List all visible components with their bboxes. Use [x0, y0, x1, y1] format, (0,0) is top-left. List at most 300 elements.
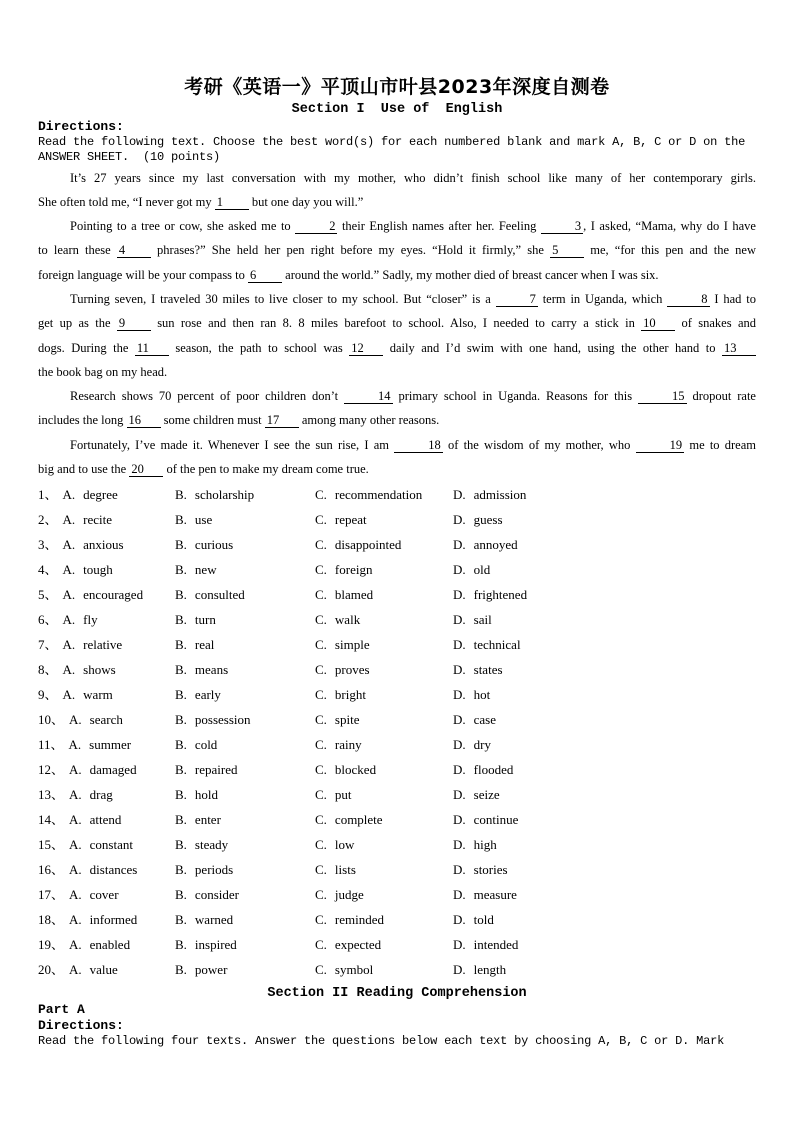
option-word: summer: [89, 737, 132, 753]
option-letter: D.: [453, 537, 466, 553]
option-word: enabled: [89, 937, 131, 953]
option-d: [453, 782, 756, 807]
option-b: [175, 932, 315, 957]
option-word: bright: [334, 687, 366, 703]
option-letter: A.: [68, 737, 82, 753]
question-number: 8、: [38, 662, 58, 678]
option-letter: A.: [62, 537, 76, 553]
option-word: spite: [334, 712, 360, 728]
exam-title: 考研《英语一》平顶山市叶县2023年深度自测卷: [184, 76, 610, 98]
option-letter: B.: [175, 887, 187, 903]
option-word: length: [473, 962, 507, 978]
option-letter: D.: [453, 487, 466, 503]
cloze-blank-3: 3: [541, 219, 583, 234]
option-word: flooded: [473, 762, 514, 778]
option-word: complete: [334, 812, 383, 828]
option-letter: B.: [175, 612, 187, 628]
option-word: tough: [83, 562, 113, 578]
option-b: [175, 557, 315, 582]
option-word: enter: [194, 812, 221, 828]
option-word: turn: [194, 612, 216, 628]
option-letter: A.: [62, 687, 76, 703]
option-a: [38, 857, 175, 882]
cloze-blank-1: 1: [215, 195, 249, 210]
question-row-18: [38, 907, 756, 932]
option-letter: A.: [62, 587, 76, 603]
option-word: blamed: [334, 587, 374, 603]
option-word: fly: [83, 612, 98, 628]
option-c: [315, 757, 453, 782]
option-a: [38, 932, 175, 957]
option-d: [453, 532, 756, 557]
option-word: relative: [83, 637, 123, 653]
option-d: [453, 882, 756, 907]
option-word: drag: [89, 787, 113, 803]
option-word: new: [194, 562, 217, 578]
option-d: [453, 807, 756, 832]
option-c: [315, 557, 453, 582]
option-letter: C.: [315, 762, 327, 778]
question-number: 20、: [38, 962, 65, 978]
directions1-text: [38, 135, 756, 166]
option-letter: B.: [175, 862, 187, 878]
question-row-10: [38, 707, 756, 732]
cloze-blank-4: 4: [117, 243, 151, 258]
option-letter: B.: [175, 562, 187, 578]
option-word: disappointed: [334, 537, 402, 553]
option-d: [453, 707, 756, 732]
option-word: expected: [334, 937, 382, 953]
option-letter: D.: [453, 712, 466, 728]
option-letter: C.: [315, 587, 327, 603]
option-word: judge: [334, 887, 364, 903]
question-row-16: [38, 857, 756, 882]
text-line: It’s 27 years since my last conversation with my mother, who didn’t finish school like many of her contemporary girls.: [70, 170, 756, 185]
option-word: simple: [334, 637, 370, 653]
question-number: 10、: [38, 712, 65, 728]
option-word: recommendation: [334, 487, 423, 503]
option-word: consulted: [194, 587, 245, 603]
option-word: consider: [194, 887, 239, 903]
option-word: symbol: [334, 962, 374, 978]
option-word: anxious: [83, 537, 124, 553]
option-word: told: [473, 912, 494, 928]
option-letter: C.: [315, 912, 327, 928]
option-word: repeat: [334, 512, 367, 528]
option-a: [38, 507, 175, 532]
option-word: hold: [194, 787, 219, 803]
option-letter: C.: [315, 837, 327, 853]
option-a: [38, 532, 175, 557]
option-word: early: [194, 687, 221, 703]
option-letter: B.: [175, 787, 187, 803]
option-word: warned: [194, 912, 234, 928]
option-word: annoyed: [473, 537, 518, 553]
option-a: [38, 582, 175, 607]
option-word: periods: [194, 862, 234, 878]
option-a: [38, 632, 175, 657]
option-a: [38, 807, 175, 832]
question-number: 6、: [38, 612, 58, 628]
option-letter: A.: [69, 912, 82, 928]
option-a: [38, 682, 175, 707]
option-word: seize: [473, 787, 500, 803]
option-a: [38, 782, 175, 807]
option-b: [175, 482, 315, 507]
option-b: [175, 582, 315, 607]
option-a: [38, 557, 175, 582]
option-word: technical: [473, 637, 521, 653]
option-letter: C.: [315, 737, 327, 753]
option-letter: C.: [315, 862, 327, 878]
option-b: [175, 782, 315, 807]
text-line: to learn these 4 phrases?” She held her pen right before my eyes. “Hold it firmly,” she 5 me, “for this pen and the new: [38, 243, 756, 258]
option-word: recite: [83, 512, 113, 528]
option-letter: A.: [62, 487, 76, 503]
option-c: [315, 632, 453, 657]
option-letter: C.: [315, 712, 327, 728]
option-b: [175, 732, 315, 757]
option-word: damaged: [89, 762, 137, 778]
option-a: [38, 482, 175, 507]
option-word: constant: [89, 837, 133, 853]
option-c: [315, 682, 453, 707]
text-line: get up as the 9 sun rose and then ran 8. 8 miles barefoot to school. Also, I needed to carry a stick in 10 of snakes and: [38, 316, 756, 331]
option-letter: C.: [315, 637, 327, 653]
option-c: [315, 607, 453, 632]
option-letter: A.: [69, 837, 82, 853]
option-letter: D.: [453, 587, 466, 603]
option-a: [38, 707, 175, 732]
option-word: put: [334, 787, 352, 803]
option-word: distances: [89, 862, 138, 878]
part-a-label: Part A: [38, 1002, 85, 1018]
option-a: [38, 882, 175, 907]
option-word: guess: [473, 512, 503, 528]
option-b: [175, 532, 315, 557]
option-d: [453, 682, 756, 707]
cloze-paragraph-1: [38, 166, 756, 215]
option-c: [315, 657, 453, 682]
cloze-paragraph-4: [38, 384, 756, 433]
question-row-5: [38, 582, 756, 607]
question-number: 13、: [38, 787, 65, 803]
option-a: [38, 832, 175, 857]
cloze-paragraph-2: [38, 214, 756, 287]
option-letter: D.: [453, 912, 466, 928]
option-word: walk: [334, 612, 361, 628]
option-c: [315, 932, 453, 957]
option-word: possession: [194, 712, 251, 728]
option-letter: D.: [453, 812, 466, 828]
option-word: sail: [473, 612, 492, 628]
option-letter: A.: [62, 512, 76, 528]
option-word: old: [473, 562, 491, 578]
text-line: dogs. During the 11 season, the path to school was 12 daily and I’d swim with one hand, using the other hand to 13: [38, 336, 756, 360]
option-d: [453, 732, 756, 757]
cloze-blank-14: 14: [344, 389, 393, 404]
cloze-blank-17: 17: [265, 413, 299, 428]
question-row-6: [38, 607, 756, 632]
option-c: [315, 832, 453, 857]
question-row-1: [38, 482, 756, 507]
question-number: 18、: [38, 912, 65, 928]
option-d: [453, 932, 756, 957]
option-b: [175, 882, 315, 907]
option-d: [453, 507, 756, 532]
option-c: [315, 882, 453, 907]
option-d: [453, 832, 756, 857]
question-number: 2、: [38, 512, 58, 528]
option-word: dry: [473, 737, 491, 753]
option-letter: B.: [175, 962, 187, 978]
question-number: 15、: [38, 837, 65, 853]
cloze-blank-9: 9: [117, 316, 151, 331]
option-word: lists: [334, 862, 356, 878]
option-letter: C.: [315, 887, 327, 903]
option-word: attend: [89, 812, 122, 828]
option-letter: D.: [453, 687, 466, 703]
option-d: [453, 632, 756, 657]
cloze-blank-11: 11: [135, 341, 169, 356]
option-word: real: [194, 637, 215, 653]
text-line: includes the long 16 some children must 17 among many other reasons.: [38, 413, 440, 428]
text-line: Research shows 70 percent of poor children don’t 14 primary school in Uganda. Reasons for this 15 dropout rate: [70, 389, 756, 404]
option-word: measure: [473, 887, 517, 903]
option-a: [38, 732, 175, 757]
option-word: blocked: [334, 762, 377, 778]
option-c: [315, 582, 453, 607]
directions1-line-1: Read the following text. Choose the best word(s) for each numbered blank and mark A, B, C or D on the: [38, 134, 746, 149]
option-word: means: [194, 662, 229, 678]
option-word: steady: [194, 837, 229, 853]
option-d: [453, 607, 756, 632]
option-letter: C.: [315, 687, 327, 703]
option-letter: B.: [175, 812, 187, 828]
option-letter: B.: [175, 687, 187, 703]
option-word: shows: [83, 662, 116, 678]
option-c: [315, 507, 453, 532]
option-letter: D.: [453, 887, 466, 903]
cloze-paragraph-5: [38, 433, 756, 482]
option-word: degree: [83, 487, 118, 503]
option-letter: C.: [315, 937, 327, 953]
option-letter: B.: [175, 737, 187, 753]
cloze-blank-16: 16: [127, 413, 161, 428]
option-letter: C.: [315, 612, 327, 628]
option-letter: B.: [175, 587, 187, 603]
question-row-17: [38, 882, 756, 907]
cloze-questions: [38, 482, 756, 982]
option-d: [453, 557, 756, 582]
option-d: [453, 857, 756, 882]
option-letter: A.: [69, 962, 82, 978]
option-letter: D.: [453, 662, 466, 678]
question-number: 12、: [38, 762, 65, 778]
option-c: [315, 732, 453, 757]
option-word: intended: [473, 937, 519, 953]
cloze-blank-19: 19: [636, 438, 685, 453]
cloze-passage: [38, 166, 756, 482]
option-c: [315, 957, 453, 982]
option-letter: C.: [315, 812, 327, 828]
cloze-blank-7: 7: [496, 292, 538, 307]
option-letter: D.: [453, 512, 466, 528]
option-word: curious: [194, 537, 234, 553]
option-word: continue: [473, 812, 519, 828]
option-letter: D.: [453, 612, 466, 628]
option-d: [453, 957, 756, 982]
question-row-19: [38, 932, 756, 957]
cloze-blank-13: 13: [722, 341, 756, 356]
option-letter: D.: [453, 937, 466, 953]
question-number: 16、: [38, 862, 65, 878]
option-word: frightened: [473, 587, 528, 603]
question-row-15: [38, 832, 756, 857]
option-word: low: [334, 837, 355, 853]
text-line: Turning seven, I traveled 30 miles to live closer to my school. But “closer” is a 7 term in Uganda, which 8 I had to: [70, 291, 756, 306]
option-letter: B.: [175, 837, 187, 853]
option-letter: D.: [453, 637, 466, 653]
question-number: 14、: [38, 812, 65, 828]
option-word: proves: [334, 662, 370, 678]
question-row-14: [38, 807, 756, 832]
section2-heading: Section II Reading Comprehension: [267, 986, 527, 1002]
question-number: 11、: [38, 737, 64, 753]
option-c: [315, 857, 453, 882]
option-word: hot: [473, 687, 491, 703]
text-line: big and to use the 20 of the pen to make my dream come true.: [38, 462, 369, 477]
option-c: [315, 707, 453, 732]
question-number: 17、: [38, 887, 65, 903]
cloze-paragraph-3: [38, 287, 756, 384]
text-line: Fortunately, I’ve made it. Whenever I see the sun rise, I am 18 of the wisdom of my mother, who 19 me to dream: [70, 437, 756, 452]
option-word: inspired: [194, 937, 237, 953]
option-d: [453, 907, 756, 932]
option-letter: C.: [315, 662, 327, 678]
option-letter: C.: [315, 512, 327, 528]
option-word: cold: [194, 737, 218, 753]
option-c: [315, 807, 453, 832]
option-b: [175, 657, 315, 682]
option-c: [315, 907, 453, 932]
option-d: [453, 757, 756, 782]
option-b: [175, 707, 315, 732]
option-word: repaired: [194, 762, 238, 778]
option-letter: B.: [175, 537, 187, 553]
section1-heading: Section I Use of English: [291, 102, 503, 117]
text-line: the book bag on my head.: [38, 364, 168, 379]
question-number: 1、: [38, 487, 58, 503]
option-word: case: [473, 712, 497, 728]
option-b: [175, 757, 315, 782]
question-number: 19、: [38, 937, 65, 953]
option-d: [453, 657, 756, 682]
question-row-7: [38, 632, 756, 657]
option-letter: B.: [175, 512, 187, 528]
question-number: 7、: [38, 637, 58, 653]
option-word: reminded: [334, 912, 385, 928]
option-letter: A.: [62, 662, 76, 678]
cloze-blank-18: 18: [394, 438, 443, 453]
text-line: Pointing to a tree or cow, she asked me to 2 their English names after her. Feeling 3 , I asked, “Mama, why do I have: [70, 219, 756, 234]
option-word: states: [473, 662, 503, 678]
question-number: 5、: [38, 587, 58, 603]
cloze-blank-10: 10: [641, 316, 675, 331]
option-d: [453, 482, 756, 507]
option-word: high: [473, 837, 497, 853]
option-letter: B.: [175, 912, 187, 928]
option-b: [175, 507, 315, 532]
option-letter: A.: [69, 812, 82, 828]
option-letter: C.: [315, 487, 327, 503]
option-letter: D.: [453, 562, 466, 578]
option-b: [175, 957, 315, 982]
cloze-blank-12: 12: [349, 341, 383, 356]
option-word: value: [89, 962, 118, 978]
question-row-11: [38, 732, 756, 757]
question-row-8: [38, 657, 756, 682]
option-letter: D.: [453, 787, 466, 803]
option-letter: B.: [175, 637, 187, 653]
option-word: informed: [89, 912, 138, 928]
option-letter: A.: [69, 762, 82, 778]
cloze-blank-8: 8: [667, 292, 709, 307]
question-number: 4、: [38, 562, 58, 578]
directions2-text: Read the following four texts. Answer the questions below each text by choosing A, B, C or D. Mark: [38, 1033, 725, 1048]
option-letter: D.: [453, 762, 466, 778]
option-c: [315, 532, 453, 557]
option-letter: B.: [175, 487, 187, 503]
cloze-blank-2: 2: [295, 219, 337, 234]
option-a: [38, 957, 175, 982]
option-letter: A.: [69, 937, 82, 953]
directions1-label: Directions:: [38, 119, 124, 134]
option-word: power: [194, 962, 228, 978]
option-letter: D.: [453, 837, 466, 853]
option-a: [38, 907, 175, 932]
option-word: admission: [473, 487, 527, 503]
option-letter: A.: [62, 562, 76, 578]
question-row-13: [38, 782, 756, 807]
option-letter: A.: [69, 887, 82, 903]
option-letter: D.: [453, 737, 466, 753]
option-word: search: [89, 712, 123, 728]
option-word: foreign: [334, 562, 373, 578]
option-word: warm: [83, 687, 113, 703]
option-letter: C.: [315, 787, 327, 803]
option-c: [315, 782, 453, 807]
question-number: 9、: [38, 687, 58, 703]
directions1-line-2: ANSWER SHEET. (10 points): [38, 150, 221, 164]
question-row-2: [38, 507, 756, 532]
option-letter: A.: [62, 637, 76, 653]
option-b: [175, 607, 315, 632]
option-letter: D.: [453, 862, 466, 878]
question-row-9: [38, 682, 756, 707]
option-d: [453, 582, 756, 607]
question-row-3: [38, 532, 756, 557]
option-letter: B.: [175, 662, 187, 678]
option-word: cover: [89, 887, 119, 903]
option-a: [38, 757, 175, 782]
option-word: use: [194, 512, 213, 528]
option-a: [38, 607, 175, 632]
option-letter: D.: [453, 962, 466, 978]
option-letter: B.: [175, 762, 187, 778]
text-line: foreign language will be your compass to 6 around the world.” Sadly, my mother died of breast cancer when I was six.: [38, 267, 659, 282]
option-letter: B.: [175, 712, 187, 728]
